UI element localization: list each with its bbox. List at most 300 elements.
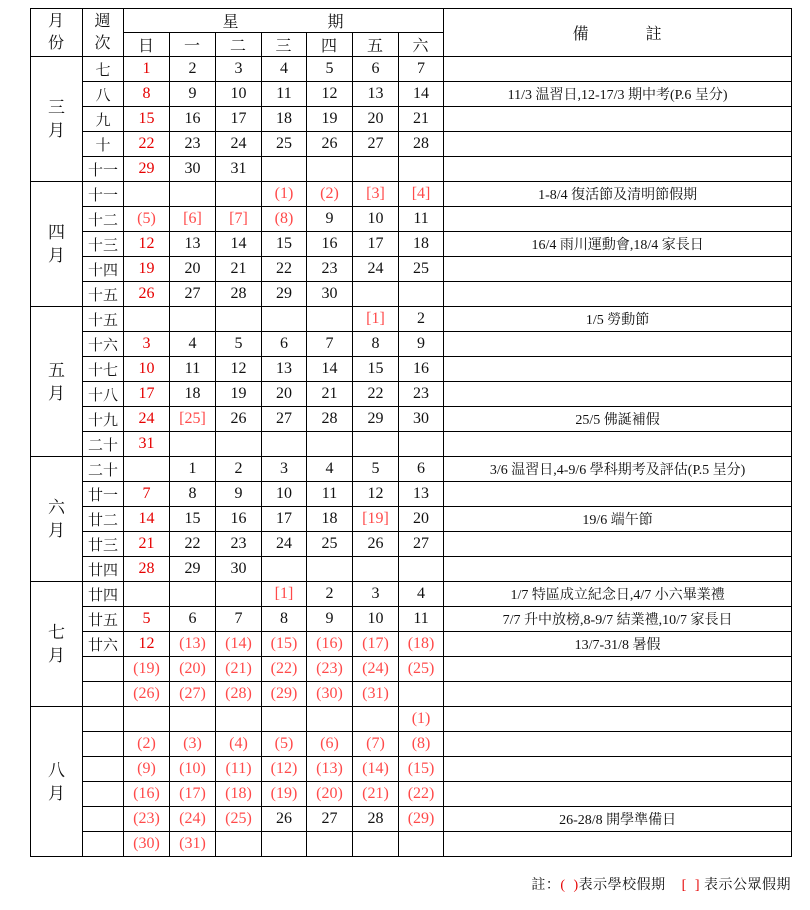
date-cell: 29: [170, 557, 216, 582]
remark-cell: 11/3 温習日,12-17/3 期中考(P.6 呈分): [444, 82, 792, 107]
date-cell: (17): [353, 632, 399, 657]
header-week-char2: 次: [94, 34, 112, 52]
date-cell: (2): [307, 182, 353, 207]
date-cell: 15: [124, 107, 170, 132]
remark-cell: [444, 682, 792, 707]
month-label: [31, 457, 83, 582]
month-label-char: 五: [48, 360, 65, 380]
date-cell: [307, 707, 353, 732]
remark-cell: [444, 382, 792, 407]
date-cell: 24: [124, 407, 170, 432]
header-month-column: [31, 9, 83, 57]
date-cell: (5): [262, 732, 307, 757]
date-cell: [399, 432, 444, 457]
month-label-char: 月: [48, 246, 65, 265]
date-cell: 13: [353, 82, 399, 107]
date-cell: [124, 457, 170, 482]
calendar-week-row: [31, 707, 792, 732]
date-cell: 9: [307, 607, 353, 632]
date-cell: [6]: [170, 207, 216, 232]
header-weekday-tue: 二: [216, 33, 262, 57]
date-cell: 20: [353, 107, 399, 132]
header-month-char2: 份: [47, 34, 65, 52]
date-cell: (23): [124, 807, 170, 832]
week-number-cell: 十一: [83, 182, 124, 207]
remark-cell: [444, 357, 792, 382]
date-cell: [170, 182, 216, 207]
date-cell: 3: [216, 57, 262, 82]
calendar-week-row: [31, 182, 792, 207]
date-cell: 30: [307, 282, 353, 307]
date-cell: 4: [170, 332, 216, 357]
date-cell: [262, 432, 307, 457]
remark-cell: 13/7-31/8 暑假: [444, 632, 792, 657]
header-remarks-char2: 註: [645, 26, 663, 43]
date-cell: 2: [216, 457, 262, 482]
date-cell: 8: [353, 332, 399, 357]
calendar-week-row: [31, 232, 792, 257]
week-number-cell: 十七: [83, 357, 124, 382]
date-cell: 10: [262, 482, 307, 507]
week-number-cell: 十一: [83, 157, 124, 182]
date-cell: 1: [124, 57, 170, 82]
date-cell: 11: [399, 207, 444, 232]
date-cell: [307, 832, 353, 857]
date-cell: (12): [262, 757, 307, 782]
date-cell: (16): [307, 632, 353, 657]
date-cell: [216, 707, 262, 732]
date-cell: [353, 557, 399, 582]
date-cell: (6): [307, 732, 353, 757]
date-cell: [170, 707, 216, 732]
date-cell: [262, 707, 307, 732]
week-number-cell: 廿二: [83, 507, 124, 532]
date-cell: 29: [262, 282, 307, 307]
date-cell: 3: [124, 332, 170, 357]
date-cell: (29): [262, 682, 307, 707]
date-cell: 2: [399, 307, 444, 332]
calendar-week-row: [31, 582, 792, 607]
date-cell: 25: [307, 532, 353, 557]
calendar-week-row: [31, 482, 792, 507]
calendar-week-row: [31, 157, 792, 182]
week-number-cell: 二十: [83, 432, 124, 457]
remark-cell: [444, 482, 792, 507]
date-cell: 24: [262, 532, 307, 557]
date-cell: [124, 582, 170, 607]
date-cell: (29): [399, 807, 444, 832]
calendar-week-row: [31, 407, 792, 432]
date-cell: 26: [353, 532, 399, 557]
date-cell: (17): [170, 782, 216, 807]
date-cell: (25): [216, 807, 262, 832]
date-cell: 26: [216, 407, 262, 432]
header-week-char1: 週: [94, 12, 112, 30]
calendar-week-row: [31, 557, 792, 582]
calendar-week-row: [31, 307, 792, 332]
week-number-cell: 廿六: [83, 632, 124, 657]
date-cell: [1]: [262, 582, 307, 607]
calendar-week-row: [31, 682, 792, 707]
week-number-cell: 十五: [83, 307, 124, 332]
week-number-cell: [83, 757, 124, 782]
date-cell: 9: [170, 82, 216, 107]
header-weekday-mon: 一: [170, 33, 216, 57]
header-week-column: [83, 9, 124, 57]
date-cell: [7]: [216, 207, 262, 232]
date-cell: 23: [307, 257, 353, 282]
date-cell: (15): [262, 632, 307, 657]
date-cell: [216, 832, 262, 857]
date-cell: 2: [307, 582, 353, 607]
week-number-cell: [83, 732, 124, 757]
remark-cell: 25/5 佛誕補假: [444, 407, 792, 432]
date-cell: 27: [170, 282, 216, 307]
remark-cell: [444, 107, 792, 132]
date-cell: 16: [307, 232, 353, 257]
remark-cell: [444, 757, 792, 782]
week-number-cell: [83, 807, 124, 832]
week-number-cell: 二十: [83, 457, 124, 482]
remark-cell: [444, 732, 792, 757]
date-cell: 30: [399, 407, 444, 432]
calendar-week-row: [31, 832, 792, 857]
week-number-cell: [83, 707, 124, 732]
date-cell: 15: [262, 232, 307, 257]
date-cell: (11): [216, 757, 262, 782]
remark-cell: [444, 832, 792, 857]
calendar-week-row: [31, 332, 792, 357]
remark-cell: [444, 257, 792, 282]
date-cell: 28: [353, 807, 399, 832]
date-cell: 8: [170, 482, 216, 507]
date-cell: 16: [399, 357, 444, 382]
date-cell: 2: [170, 57, 216, 82]
calendar-week-row: [31, 632, 792, 657]
date-cell: (14): [216, 632, 262, 657]
date-cell: 24: [216, 132, 262, 157]
date-cell: 22: [124, 132, 170, 157]
date-cell: 12: [216, 357, 262, 382]
date-cell: 10: [216, 82, 262, 107]
legend-prefix: 註：: [531, 878, 561, 893]
date-cell: 6: [262, 332, 307, 357]
date-cell: (20): [170, 657, 216, 682]
date-cell: (24): [353, 657, 399, 682]
week-number-cell: 十三: [83, 232, 124, 257]
date-cell: 7: [399, 57, 444, 82]
date-cell: (21): [353, 782, 399, 807]
date-cell: (5): [124, 207, 170, 232]
date-cell: 3: [262, 457, 307, 482]
week-number-cell: 八: [83, 82, 124, 107]
date-cell: [124, 707, 170, 732]
date-cell: [3]: [353, 182, 399, 207]
month-label: [31, 182, 83, 307]
header-weekday-wed: 三: [262, 33, 307, 57]
date-cell: [353, 707, 399, 732]
date-cell: (7): [353, 732, 399, 757]
date-cell: 24: [353, 257, 399, 282]
header-row-top: [31, 9, 792, 33]
date-cell: 31: [216, 157, 262, 182]
remark-cell: 3/6 温習日,4-9/6 學科期考及評估(P.5 呈分): [444, 457, 792, 482]
legend-note: [30, 858, 791, 894]
date-cell: (13): [307, 757, 353, 782]
remark-cell: [444, 557, 792, 582]
remark-cell: 26-28/8 開學準備日: [444, 807, 792, 832]
date-cell: 28: [307, 407, 353, 432]
remark-cell: [444, 432, 792, 457]
week-number-cell: [83, 832, 124, 857]
date-cell: 20: [170, 257, 216, 282]
week-number-cell: 十二: [83, 207, 124, 232]
date-cell: [25]: [170, 407, 216, 432]
header-weekday-group: [124, 9, 444, 33]
month-label-char: 月: [48, 521, 65, 540]
month-label-char: 六: [48, 498, 65, 517]
header-weekday-group-char1: 星: [222, 14, 240, 31]
date-cell: [353, 282, 399, 307]
month-label-char: 四: [48, 223, 65, 242]
date-cell: 14: [307, 357, 353, 382]
calendar-week-row: [31, 532, 792, 557]
date-cell: 25: [262, 132, 307, 157]
date-cell: 22: [170, 532, 216, 557]
date-cell: 21: [216, 257, 262, 282]
date-cell: [124, 182, 170, 207]
date-cell: [307, 432, 353, 457]
month-label: [31, 707, 83, 857]
date-cell: (24): [170, 807, 216, 832]
date-cell: 29: [124, 157, 170, 182]
date-cell: (18): [216, 782, 262, 807]
date-cell: (14): [353, 757, 399, 782]
remark-cell: 7/7 升中放榜,8-9/7 結業禮,10/7 家長日: [444, 607, 792, 632]
date-cell: 26: [124, 282, 170, 307]
date-cell: 12: [124, 232, 170, 257]
date-cell: 19: [124, 257, 170, 282]
date-cell: [216, 432, 262, 457]
date-cell: [216, 582, 262, 607]
date-cell: (13): [170, 632, 216, 657]
remark-cell: [444, 657, 792, 682]
date-cell: 16: [216, 507, 262, 532]
remark-cell: [444, 157, 792, 182]
date-cell: [307, 557, 353, 582]
remark-cell: [444, 707, 792, 732]
month-label-char: 月: [48, 383, 65, 403]
date-cell: (27): [170, 682, 216, 707]
calendar-week-row: [31, 757, 792, 782]
legend-public-holiday-text: 表示公眾假期: [700, 878, 791, 893]
date-cell: 17: [216, 107, 262, 132]
date-cell: 28: [399, 132, 444, 157]
date-cell: (28): [216, 682, 262, 707]
calendar-week-row: [31, 432, 792, 457]
date-cell: 18: [170, 382, 216, 407]
remark-cell: [444, 532, 792, 557]
header-remarks-char1: 備: [572, 26, 590, 43]
date-cell: [216, 307, 262, 332]
week-number-cell: 廿一: [83, 482, 124, 507]
month-label: [31, 307, 83, 457]
calendar-week-row: [31, 457, 792, 482]
date-cell: 17: [353, 232, 399, 257]
date-cell: (30): [124, 832, 170, 857]
date-cell: 15: [170, 507, 216, 532]
school-calendar-table: [30, 8, 792, 857]
date-cell: [1]: [353, 307, 399, 332]
remark-cell: [444, 57, 792, 82]
date-cell: 12: [307, 82, 353, 107]
date-cell: [262, 307, 307, 332]
date-cell: 21: [399, 107, 444, 132]
date-cell: 20: [262, 382, 307, 407]
remark-cell: 1/5 勞動節: [444, 307, 792, 332]
date-cell: 12: [353, 482, 399, 507]
week-number-cell: 廿四: [83, 557, 124, 582]
month-label-char: 三: [48, 98, 65, 117]
week-number-cell: 廿四: [83, 582, 124, 607]
date-cell: (19): [124, 657, 170, 682]
date-cell: [262, 557, 307, 582]
date-cell: (4): [216, 732, 262, 757]
date-cell: [353, 832, 399, 857]
calendar-week-row: [31, 732, 792, 757]
remark-cell: [444, 332, 792, 357]
month-label-char: 月: [48, 121, 65, 140]
date-cell: 22: [262, 257, 307, 282]
date-cell: [353, 432, 399, 457]
date-cell: 13: [170, 232, 216, 257]
week-number-cell: [83, 782, 124, 807]
date-cell: [170, 307, 216, 332]
date-cell: (8): [262, 207, 307, 232]
date-cell: 27: [353, 132, 399, 157]
week-number-cell: 十四: [83, 257, 124, 282]
date-cell: (1): [262, 182, 307, 207]
date-cell: 4: [262, 57, 307, 82]
header-weekday-group-char2: 期: [327, 14, 345, 31]
remark-cell: 19/6 端午節: [444, 507, 792, 532]
date-cell: 14: [399, 82, 444, 107]
week-number-cell: 廿三: [83, 532, 124, 557]
header-weekday-fri: 五: [353, 33, 399, 57]
date-cell: 18: [307, 507, 353, 532]
date-cell: [170, 582, 216, 607]
calendar-week-row: [31, 257, 792, 282]
date-cell: 4: [399, 582, 444, 607]
date-cell: 15: [353, 357, 399, 382]
calendar-week-row: [31, 207, 792, 232]
date-cell: [170, 432, 216, 457]
date-cell: 27: [399, 532, 444, 557]
header-month-char1: 月: [47, 12, 65, 30]
date-cell: 8: [262, 607, 307, 632]
date-cell: (10): [170, 757, 216, 782]
date-cell: 28: [124, 557, 170, 582]
date-cell: 5: [307, 57, 353, 82]
remark-cell: 1-8/4 復活節及清明節假期: [444, 182, 792, 207]
date-cell: (30): [307, 682, 353, 707]
date-cell: [399, 282, 444, 307]
week-number-cell: 十八: [83, 382, 124, 407]
calendar-week-row: [31, 657, 792, 682]
calendar-week-row: [31, 807, 792, 832]
date-cell: [262, 157, 307, 182]
date-cell: (18): [399, 632, 444, 657]
date-cell: [124, 307, 170, 332]
week-number-cell: 廿五: [83, 607, 124, 632]
date-cell: 29: [353, 407, 399, 432]
date-cell: [399, 157, 444, 182]
date-cell: 6: [170, 607, 216, 632]
date-cell: 14: [216, 232, 262, 257]
calendar-week-row: [31, 282, 792, 307]
remark-cell: [444, 132, 792, 157]
week-number-cell: 十五: [83, 282, 124, 307]
date-cell: 23: [399, 382, 444, 407]
date-cell: 18: [399, 232, 444, 257]
header-weekday-thu: 四: [307, 33, 353, 57]
date-cell: 17: [124, 382, 170, 407]
week-number-cell: [83, 657, 124, 682]
calendar-week-row: [31, 507, 792, 532]
calendar-week-row: [31, 382, 792, 407]
month-label-char: 八: [48, 760, 65, 780]
date-cell: 11: [262, 82, 307, 107]
date-cell: 26: [262, 807, 307, 832]
header-remarks-column: [444, 9, 792, 57]
date-cell: 8: [124, 82, 170, 107]
date-cell: 1: [170, 457, 216, 482]
calendar-week-row: [31, 357, 792, 382]
date-cell: 6: [399, 457, 444, 482]
legend-public-holiday-mark: [ ]: [681, 878, 700, 893]
date-cell: (3): [170, 732, 216, 757]
calendar-week-row: [31, 82, 792, 107]
date-cell: 13: [262, 357, 307, 382]
date-cell: 5: [353, 457, 399, 482]
date-cell: 27: [307, 807, 353, 832]
date-cell: [307, 157, 353, 182]
week-number-cell: 九: [83, 107, 124, 132]
date-cell: 18: [262, 107, 307, 132]
date-cell: 30: [216, 557, 262, 582]
legend-school-holiday-mark: ( ): [560, 878, 579, 893]
date-cell: 28: [216, 282, 262, 307]
date-cell: (15): [399, 757, 444, 782]
date-cell: 16: [170, 107, 216, 132]
date-cell: 25: [399, 257, 444, 282]
date-cell: [262, 832, 307, 857]
date-cell: 9: [399, 332, 444, 357]
calendar-week-row: [31, 782, 792, 807]
date-cell: (20): [307, 782, 353, 807]
date-cell: 7: [124, 482, 170, 507]
calendar-week-row: [31, 107, 792, 132]
date-cell: 14: [124, 507, 170, 532]
date-cell: 10: [124, 357, 170, 382]
date-cell: 7: [307, 332, 353, 357]
remark-cell: 16/4 雨川運動會,18/4 家長日: [444, 232, 792, 257]
remark-cell: [444, 207, 792, 232]
date-cell: 11: [307, 482, 353, 507]
date-cell: 21: [124, 532, 170, 557]
date-cell: 3: [353, 582, 399, 607]
date-cell: 30: [170, 157, 216, 182]
